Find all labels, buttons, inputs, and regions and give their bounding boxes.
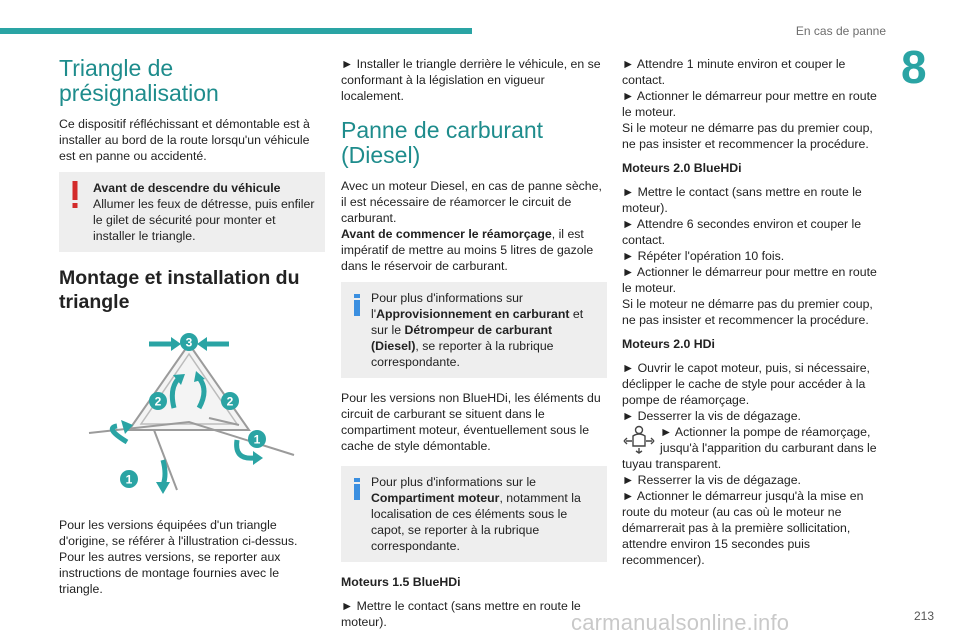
- exclamation-icon: [72, 181, 78, 209]
- info-box-engine: [341, 466, 607, 562]
- svg-text:2: 2: [226, 394, 234, 409]
- info2-text-c: , notamment la localisation de ces éléments sous le capot, se reporter à la rubrique correspondante.: [371, 491, 581, 553]
- subtitle-15-bluehdi: Moteurs 1.5 BlueHDi: [341, 575, 461, 589]
- header-accent-bar: [0, 28, 472, 34]
- subtitle-20-hdi: Moteurs 2.0 HDi: [622, 337, 715, 351]
- section-title-fuel: Panne de carburant (Diesel): [341, 117, 544, 168]
- info1-text-a: Pour plus d'informations sur l': [371, 291, 524, 321]
- info-icon: [353, 294, 361, 316]
- step-hdi-tighten: ► Resserrer la vis de dégazage.: [622, 473, 801, 487]
- warning-box: [59, 172, 325, 252]
- svg-text:2: 2: [154, 394, 162, 409]
- info1-link-detrompeur: Détrompeur de carburant (Diesel): [371, 323, 553, 353]
- chapter-number: 8: [901, 41, 927, 93]
- figure-label-2-right: [221, 392, 239, 410]
- page-number: 213: [913, 609, 934, 623]
- figure-label-2-left: [149, 392, 167, 410]
- triangle-intro: Ce dispositif réfléchissant et démontable est à installer au bord de la route lorsqu'un véhicule est en panne ou accidenté.: [59, 117, 310, 163]
- step-hdi-pump: [622, 424, 882, 472]
- section-title-triangle: Triangle de présignalisation: [59, 55, 219, 106]
- step-20b-contact: ► Mettre le contact (sans mettre en route le moteur).: [622, 185, 862, 215]
- step-hdi-loosen: ► Desserrer la vis de dégazage.: [622, 409, 801, 423]
- svg-text:1: 1: [253, 432, 261, 447]
- step-15-start: ► Actionner le démarreur pour mettre en route le moteur.: [622, 89, 877, 119]
- fuel-intro: Avec un moteur Diesel, en cas de panne sèche, il est nécessaire de réamorcer le circuit de carburant.: [341, 179, 602, 225]
- info2-text-a: Pour plus d'informations sur le: [371, 475, 537, 489]
- step-15-wait: ► Attendre 1 minute environ et couper le contact.: [622, 57, 846, 87]
- svg-text:3: 3: [185, 335, 193, 350]
- svg-text:1: 1: [125, 472, 133, 487]
- step-hdi-open-hood: ► Ouvrir le capot moteur, puis, si nécessaire, déclipper le cache de style pour accéder à la pompe de réamorçage.: [622, 361, 870, 407]
- info1-text-c: et sur le: [371, 307, 584, 337]
- triangle-diagram: [59, 330, 325, 505]
- step-hdi-pump-text: ► Actionner la pompe de réamorçage, jusqu'à l'apparition du carburant dans le tuyau transparent.: [622, 425, 877, 471]
- info-icon: [353, 478, 361, 500]
- pump-hand-icon: [622, 424, 656, 454]
- warning-text: Allumer les feux de détresse, puis enfiler le gilet de sécurité pour monter et installer le triangle.: [93, 197, 315, 243]
- note-15-retry: Si le moteur ne démarre pas du premier coup, ne pas insister et recommencer la procédure.: [622, 121, 873, 151]
- watermark: carmanualsonline.info: [571, 610, 790, 635]
- fuel-before-bold: Avant de commencer le réamorçage: [341, 227, 552, 241]
- subtitle-20-bluehdi: Moteurs 2.0 BlueHDi: [622, 161, 742, 175]
- warning-title: Avant de descendre du véhicule: [93, 181, 281, 195]
- chapter-title: En cas de panne: [795, 24, 886, 38]
- figure-label-3: [180, 333, 198, 351]
- step-hdi-start: ► Actionner le démarreur jusqu'à la mise en route du moteur (au cas où le moteur ne démarrerait pas à la première sollicitation, attendre environ 15 secondes puis recommencer).: [622, 489, 864, 567]
- fuel-middle: Pour les versions non BlueHDi, les éléments du circuit de carburant se situent dans le compartiment moteur, éventuellement sous le cache de style démontable.: [341, 391, 601, 453]
- step-20b-wait: ► Attendre 6 secondes environ et couper le contact.: [622, 217, 862, 247]
- info2-link-compartiment: Compartiment moteur: [371, 491, 500, 505]
- column-3: [622, 56, 882, 568]
- figure-label-1-left: [120, 470, 138, 488]
- step-20b-start: ► Actionner le démarreur pour mettre en route le moteur.: [622, 265, 877, 295]
- info-box-fuel: [341, 282, 607, 378]
- section-title-assembly: Montage et installation du triangle: [59, 267, 300, 313]
- fuel-before-rest: , il est impératif de mettre au moins 5 litres de gazole dans le réservoir de carburant.: [341, 227, 594, 273]
- info1-link-approvisionnement: Approvisionnement en carburant: [376, 307, 570, 321]
- step-15-contact: ► Mettre le contact (sans mettre en route le moteur).: [341, 599, 581, 629]
- column-2: [341, 56, 607, 638]
- fuel-before: [341, 226, 607, 274]
- triangle-illustration: [59, 330, 325, 505]
- column-1: [59, 56, 325, 605]
- info1-text-e: , se reporter à la rubrique correspondante.: [371, 339, 554, 369]
- triangle-outro: Pour les versions équipées d'un triangle d'origine, se référer à l'illustration ci-dessus. Pour les autres versions, se reporter aux instructions de montage fournies avec le triangle.: [59, 518, 298, 596]
- step-install-triangle: ► Installer le triangle derrière le véhicule, en se conformant à la législation en vigueur localement.: [341, 57, 601, 103]
- note-20b-retry: Si le moteur ne démarre pas du premier coup, ne pas insister et recommencer la procédure.: [622, 297, 873, 327]
- figure-label-1-right: [248, 430, 266, 448]
- step-20b-repeat: ► Répéter l'opération 10 fois.: [622, 249, 785, 263]
